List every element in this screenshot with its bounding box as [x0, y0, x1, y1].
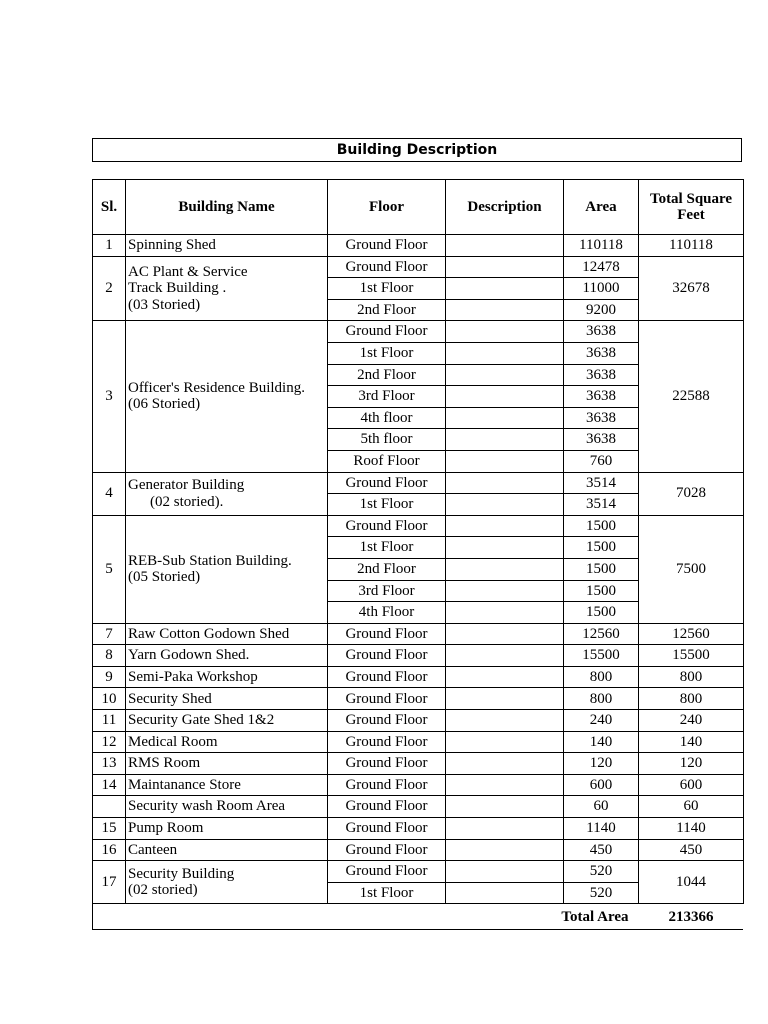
- area-cell: 3638: [564, 429, 639, 451]
- serial-cell: 11: [93, 710, 126, 732]
- building-name-line: Raw Cotton Godown Shed: [128, 625, 290, 642]
- area-cell: 800: [564, 666, 639, 688]
- table-row: [93, 774, 744, 796]
- header-area: Area: [564, 180, 639, 235]
- description-cell: [446, 558, 564, 580]
- building-table: [92, 179, 744, 930]
- area-cell: 3638: [564, 342, 639, 364]
- area-cell: 140: [564, 731, 639, 753]
- area-cell: 1140: [564, 818, 639, 840]
- description-cell: [446, 753, 564, 775]
- floor-cell: Ground Floor: [328, 256, 446, 278]
- area-cell: 520: [564, 882, 639, 904]
- description-cell: [446, 364, 564, 386]
- building-name-line: (02 storied): [128, 882, 198, 899]
- total-square-feet-cell: 60: [639, 796, 744, 818]
- serial-cell: 10: [93, 688, 126, 710]
- table-row: [93, 731, 744, 753]
- description-cell: [446, 450, 564, 472]
- area-cell: 1500: [564, 515, 639, 537]
- area-cell: 60: [564, 796, 639, 818]
- floor-cell: Roof Floor: [328, 450, 446, 472]
- building-name-line: REB-Sub Station Building.: [128, 552, 292, 569]
- table-row: [93, 818, 744, 840]
- building-name-line: Maintanance Store: [128, 776, 241, 793]
- serial-cell: 7: [93, 623, 126, 645]
- description-cell: [446, 731, 564, 753]
- area-cell: 450: [564, 839, 639, 861]
- building-name-line: Officer's Residence Building.: [128, 379, 305, 396]
- serial-cell: 12: [93, 731, 126, 753]
- building-name-cell: [126, 321, 328, 472]
- total-square-feet-cell: 7028: [639, 472, 744, 515]
- building-name-line: Track Building .: [128, 280, 227, 297]
- description-cell: [446, 796, 564, 818]
- area-cell: 120: [564, 753, 639, 775]
- total-square-feet-cell: 1140: [639, 818, 744, 840]
- building-name-cell: [126, 731, 328, 753]
- header-total-square-feet: Total Square Feet: [639, 180, 744, 235]
- total-area-label: Total Area: [561, 909, 629, 926]
- table-row: [93, 235, 744, 257]
- area-cell: 11000: [564, 278, 639, 300]
- building-name-cell: [126, 472, 328, 515]
- description-cell: [446, 386, 564, 408]
- floor-cell: 2nd Floor: [328, 364, 446, 386]
- floor-cell: Ground Floor: [328, 688, 446, 710]
- description-cell: [446, 602, 564, 624]
- floor-cell: Ground Floor: [328, 321, 446, 343]
- area-cell: 3638: [564, 321, 639, 343]
- floor-cell: Ground Floor: [328, 645, 446, 667]
- floor-cell: Ground Floor: [328, 515, 446, 537]
- table-row: [93, 645, 744, 667]
- total-row: [93, 904, 744, 931]
- serial-cell: 15: [93, 818, 126, 840]
- building-name-cell: [126, 623, 328, 645]
- building-name-line: (02 storied).: [150, 493, 224, 510]
- description-cell: [446, 818, 564, 840]
- floor-cell: Ground Floor: [328, 839, 446, 861]
- floor-cell: Ground Floor: [328, 818, 446, 840]
- total-square-feet-cell: 120: [639, 753, 744, 775]
- table-row: [93, 256, 744, 278]
- table-row: [93, 472, 744, 494]
- building-name-cell: [126, 688, 328, 710]
- description-cell: [446, 580, 564, 602]
- floor-cell: 4th floor: [328, 407, 446, 429]
- floor-cell: Ground Floor: [328, 753, 446, 775]
- table-row: [93, 861, 744, 883]
- table-row: [93, 515, 744, 537]
- serial-cell: 3: [93, 321, 126, 472]
- floor-cell: 1st Floor: [328, 278, 446, 300]
- header-row: [93, 180, 744, 235]
- building-name-line: Security Building: [128, 865, 235, 882]
- description-cell: [446, 494, 564, 516]
- total-square-feet-cell: 800: [639, 688, 744, 710]
- total-square-feet-cell: 110118: [639, 235, 744, 257]
- description-cell: [446, 623, 564, 645]
- total-square-feet-cell: 600: [639, 774, 744, 796]
- area-cell: 800: [564, 688, 639, 710]
- building-name-line: Security Gate Shed 1&2: [128, 712, 275, 729]
- building-name-cell: [126, 818, 328, 840]
- serial-cell: 14: [93, 774, 126, 796]
- floor-cell: 3rd Floor: [328, 580, 446, 602]
- description-cell: [446, 666, 564, 688]
- area-cell: 3638: [564, 364, 639, 386]
- total-square-feet-cell: 450: [639, 839, 744, 861]
- table-row: [93, 688, 744, 710]
- area-cell: 760: [564, 450, 639, 472]
- total-square-feet-cell: 240: [639, 710, 744, 732]
- area-cell: 3638: [564, 386, 639, 408]
- building-name-line: Spinning Shed: [128, 237, 216, 254]
- description-cell: [446, 342, 564, 364]
- building-name-cell: [126, 774, 328, 796]
- serial-cell: 1: [93, 235, 126, 257]
- floor-cell: 2nd Floor: [328, 558, 446, 580]
- total-square-feet-cell: 800: [639, 666, 744, 688]
- building-name-cell: [126, 666, 328, 688]
- total-area-value: 213366: [668, 909, 714, 926]
- building-name-line: Semi-Paka Workshop: [128, 668, 258, 685]
- floor-cell: Ground Floor: [328, 861, 446, 883]
- building-name-line: (03 Storied): [128, 296, 201, 313]
- floor-cell: 1st Floor: [328, 494, 446, 516]
- table-body: [93, 235, 744, 904]
- floor-cell: Ground Floor: [328, 796, 446, 818]
- area-cell: 15500: [564, 645, 639, 667]
- serial-cell: 2: [93, 256, 126, 321]
- building-name-cell: [126, 235, 328, 257]
- building-name-cell: [126, 256, 328, 321]
- area-cell: 3638: [564, 407, 639, 429]
- floor-cell: 5th floor: [328, 429, 446, 451]
- area-cell: 110118: [564, 235, 639, 257]
- area-cell: 1500: [564, 580, 639, 602]
- floor-cell: Ground Floor: [328, 623, 446, 645]
- building-name-cell: [126, 645, 328, 667]
- header-floor: Floor: [328, 180, 446, 235]
- description-cell: [446, 537, 564, 559]
- serial-cell: 4: [93, 472, 126, 515]
- total-square-feet-cell: 15500: [639, 645, 744, 667]
- header-description: Description: [446, 180, 564, 235]
- description-cell: [446, 407, 564, 429]
- floor-cell: Ground Floor: [328, 774, 446, 796]
- header-sl: Sl.: [93, 180, 126, 235]
- description-cell: [446, 256, 564, 278]
- description-cell: [446, 515, 564, 537]
- floor-cell: 1st Floor: [328, 882, 446, 904]
- floor-cell: Ground Floor: [328, 472, 446, 494]
- description-cell: [446, 321, 564, 343]
- description-cell: [446, 882, 564, 904]
- description-cell: [446, 688, 564, 710]
- building-name-line: Security wash Room Area: [128, 798, 286, 815]
- description-cell: [446, 861, 564, 883]
- serial-cell: 13: [93, 753, 126, 775]
- description-cell: [446, 839, 564, 861]
- table-row: [93, 666, 744, 688]
- serial-cell: 9: [93, 666, 126, 688]
- area-cell: 240: [564, 710, 639, 732]
- floor-cell: Ground Floor: [328, 731, 446, 753]
- total-square-feet-cell: 1044: [639, 861, 744, 904]
- building-name-line: Security Shed: [128, 690, 212, 707]
- floor-cell: Ground Floor: [328, 710, 446, 732]
- header-building-name: Building Name: [126, 180, 328, 235]
- description-cell: [446, 710, 564, 732]
- area-cell: 12478: [564, 256, 639, 278]
- total-square-feet-cell: 140: [639, 731, 744, 753]
- area-cell: 9200: [564, 299, 639, 321]
- area-cell: 520: [564, 861, 639, 883]
- building-name-line: (05 Storied): [128, 569, 201, 586]
- total-square-feet-cell: 12560: [639, 623, 744, 645]
- description-cell: [446, 299, 564, 321]
- table-row: [93, 753, 744, 775]
- area-cell: 1500: [564, 558, 639, 580]
- total-square-feet-cell: 32678: [639, 256, 744, 321]
- area-cell: 1500: [564, 602, 639, 624]
- table-row: [93, 623, 744, 645]
- floor-cell: Ground Floor: [328, 666, 446, 688]
- document-title: Building Description: [92, 138, 742, 162]
- description-cell: [446, 429, 564, 451]
- serial-cell: [93, 796, 126, 818]
- table-row: [93, 321, 744, 343]
- building-name-cell: [126, 861, 328, 904]
- floor-cell: 3rd Floor: [328, 386, 446, 408]
- building-name-line: AC Plant & Service: [128, 263, 248, 280]
- building-name-cell: [126, 839, 328, 861]
- serial-cell: 16: [93, 839, 126, 861]
- floor-cell: 2nd Floor: [328, 299, 446, 321]
- area-cell: 1500: [564, 537, 639, 559]
- floor-cell: 1st Floor: [328, 537, 446, 559]
- building-name-cell: [126, 796, 328, 818]
- total-square-feet-cell: 22588: [639, 321, 744, 472]
- table-row: [93, 839, 744, 861]
- description-cell: [446, 235, 564, 257]
- description-cell: [446, 472, 564, 494]
- building-name-cell: [126, 710, 328, 732]
- building-name-cell: [126, 515, 328, 623]
- floor-cell: 1st Floor: [328, 342, 446, 364]
- building-name-line: (06 Storied): [128, 396, 201, 413]
- building-name-line: Pump Room: [128, 820, 204, 837]
- building-name-cell: [126, 753, 328, 775]
- building-name-line: Generator Building: [128, 477, 245, 494]
- floor-cell: 4th Floor: [328, 602, 446, 624]
- description-cell: [446, 774, 564, 796]
- building-name-line: Canteen: [128, 841, 178, 858]
- area-cell: 3514: [564, 494, 639, 516]
- building-name-line: Medical Room: [128, 733, 218, 750]
- description-cell: [446, 278, 564, 300]
- area-cell: 600: [564, 774, 639, 796]
- description-cell: [446, 645, 564, 667]
- area-cell: 12560: [564, 623, 639, 645]
- serial-cell: 8: [93, 645, 126, 667]
- total-square-feet-cell: 7500: [639, 515, 744, 623]
- area-cell: 3514: [564, 472, 639, 494]
- table-row: [93, 796, 744, 818]
- building-name-line: Yarn Godown Shed.: [128, 647, 250, 664]
- serial-cell: 5: [93, 515, 126, 623]
- floor-cell: Ground Floor: [328, 235, 446, 257]
- serial-cell: 17: [93, 861, 126, 904]
- building-name-line: RMS Room: [128, 755, 201, 772]
- table-row: [93, 710, 744, 732]
